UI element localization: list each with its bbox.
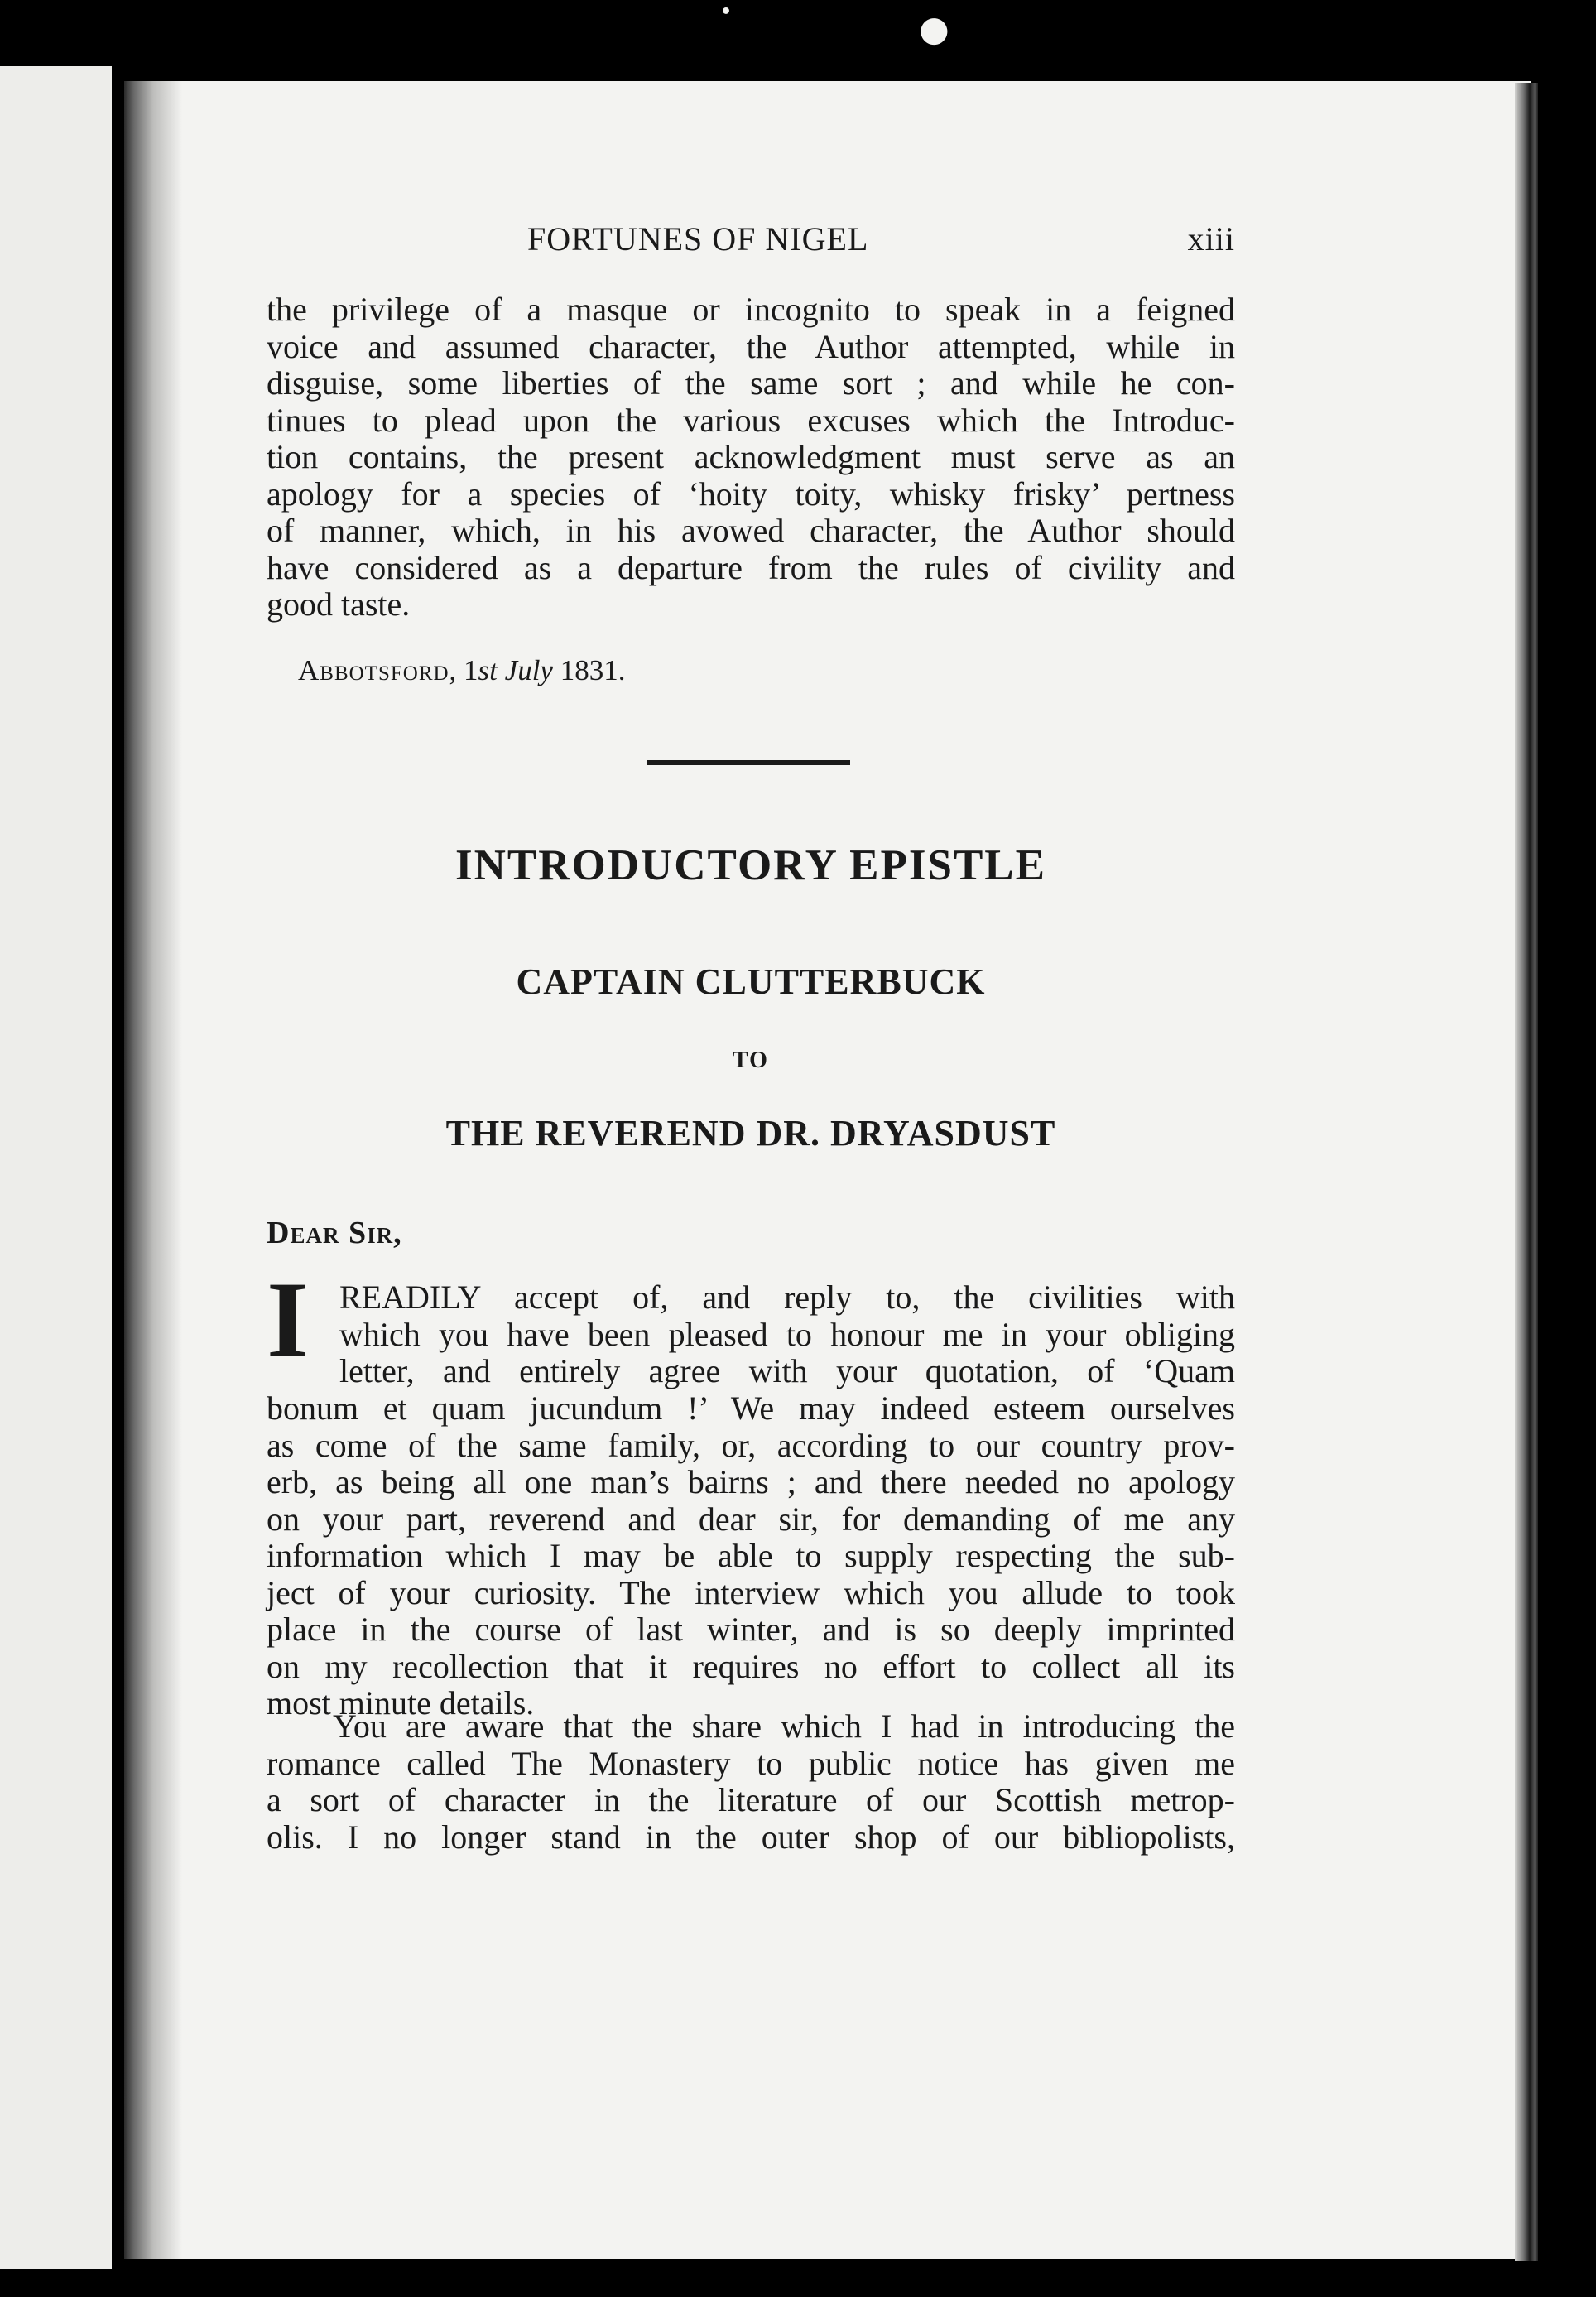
signoff-year: 1831. bbox=[552, 654, 626, 686]
section-divider-rule bbox=[647, 760, 850, 765]
text-line: most minute details. bbox=[267, 1684, 535, 1722]
text-line: You are aware that the share which I had in introducing the bbox=[333, 1707, 1235, 1745]
text-line: of manner, which, in his avowed character, the Author should bbox=[267, 512, 1235, 549]
text-line: on your part, reverend and dear sir, for demanding of me any bbox=[267, 1500, 1235, 1538]
text-line: letter, and entirely agree with your quotation, of ‘Quam bbox=[339, 1352, 1235, 1389]
text-line: a sort of character in the literature of our Scottish metrop- bbox=[267, 1781, 1235, 1818]
text-line: which you have been pleased to honour me in your obliging bbox=[339, 1315, 1235, 1353]
text-line: have considered as a departure from the rules of civility and bbox=[267, 548, 1235, 586]
paragraph-3 bbox=[267, 1708, 1235, 1856]
scan-artifact-blot: ● bbox=[919, 8, 949, 49]
signoff-place: Abbotsford bbox=[298, 654, 449, 686]
signoff-date bbox=[298, 654, 625, 687]
page-edge-shadow bbox=[1515, 83, 1538, 2261]
text-line: on my recollection that it requires no effort to collect all its bbox=[267, 1647, 1235, 1685]
epistle-sender: CAPTAIN CLUTTERBUCK bbox=[516, 961, 986, 1002]
epistle-recipient: THE REVEREND DR. DRYASDUST bbox=[445, 1113, 1056, 1153]
text-line: as come of the same family, or, according to our country prov- bbox=[267, 1426, 1235, 1464]
running-title: FORTUNES OF NIGEL bbox=[527, 220, 869, 258]
facing-page-edge bbox=[0, 66, 112, 2269]
running-header bbox=[267, 219, 1235, 261]
text-line: tion contains, the present acknowledgment must serve as an bbox=[267, 438, 1235, 475]
text-line: voice and assumed character, the Author attempted, while in bbox=[267, 327, 1235, 365]
drop-cap: I bbox=[267, 1259, 310, 1380]
gutter-shadow bbox=[124, 81, 182, 2259]
chapter-heading: INTRODUCTORY EPISTLE bbox=[454, 841, 1047, 889]
text-line: READILY accept of, and reply to, the civilities with bbox=[339, 1279, 1235, 1316]
scan-artifact-mark: • bbox=[720, 2, 733, 22]
signoff-day: , 1 bbox=[449, 654, 478, 686]
text-line: erb, as being all one man’s bairns ; and there needed no apology bbox=[267, 1463, 1235, 1500]
text-line: information which I may be able to supply respecting the sub- bbox=[267, 1537, 1235, 1574]
signoff-month: July bbox=[504, 654, 553, 686]
text-line: apology for a species of ‘hoity toity, whisky frisky’ pertness bbox=[267, 474, 1235, 513]
text-line: good taste. bbox=[267, 585, 411, 623]
text-line: the privilege of a masque or incognito to speak in a feigned bbox=[267, 291, 1235, 328]
text-line: olis. I no longer stand in the outer shop of our bibliopolists, bbox=[267, 1818, 1235, 1856]
epistle-to: TO bbox=[733, 1047, 769, 1073]
salutation: Dear Sir, bbox=[267, 1216, 402, 1250]
dropcap-paragraph-lines bbox=[339, 1279, 1235, 1390]
signoff-ordinal: st bbox=[478, 654, 498, 686]
text-line: romance called The Monastery to public notice has given me bbox=[267, 1744, 1235, 1782]
paragraph-2 bbox=[267, 1390, 1235, 1722]
text-line: bonum et quam jucundum !’ We may indeed esteem ourselves bbox=[267, 1389, 1235, 1427]
text-line: place in the course of last winter, and is so deeply imprinted bbox=[267, 1611, 1235, 1648]
page-number: xiii bbox=[1187, 220, 1235, 258]
paragraph-1 bbox=[267, 291, 1235, 624]
text-line: disguise, some liberties of the same sort ; and while he con- bbox=[267, 364, 1235, 402]
text-line: ject of your curiosity. The interview which you allude to took bbox=[267, 1573, 1235, 1611]
text-line: tinues to plead upon the various excuses which the Introduc- bbox=[267, 401, 1235, 439]
